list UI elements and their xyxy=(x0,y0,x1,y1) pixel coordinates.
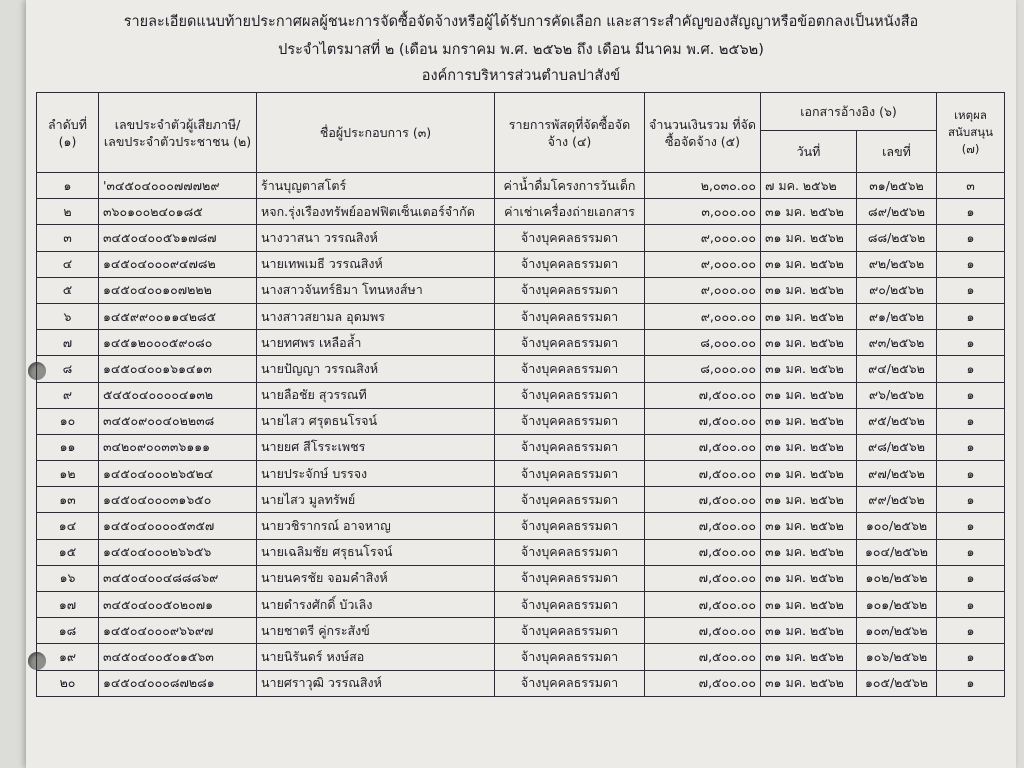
cell-ref-date: ๗ มค. ๒๕๖๒ xyxy=(761,173,857,199)
cell-ref-no: ๑๐๔/๒๕๖๒ xyxy=(857,539,937,565)
table-body xyxy=(37,173,1005,697)
cell-item: จ้างบุคคลธรรมดา xyxy=(495,565,645,591)
table-row xyxy=(37,513,1005,539)
cell-seq: ๓ xyxy=(37,225,99,251)
cell-ref-no: ๑๐๓/๒๕๖๒ xyxy=(857,618,937,644)
cell-taxid: ๓๔๒๐๙๐๐๓๓๖๑๑๑ xyxy=(99,434,257,460)
cell-vendor: นายศราวุฒิ วรรณสิงห์ xyxy=(257,670,495,696)
cell-reason: ๑ xyxy=(937,670,1005,696)
cell-ref-no: ๙๔/๒๕๖๒ xyxy=(857,356,937,382)
cell-ref-date: ๓๑ มค. ๒๕๖๒ xyxy=(761,330,857,356)
header-amount: จำนวนเงินรวม ที่จัดซื้อจัดจ้าง (๕) xyxy=(645,93,761,173)
cell-item: จ้างบุคคลธรรมดา xyxy=(495,225,645,251)
cell-amount: ๗,๕๐๐.๐๐ xyxy=(645,565,761,591)
cell-item: จ้างบุคคลธรรมดา xyxy=(495,487,645,513)
header-taxid: เลขประจำตัวผู้เสียภาษี/ เลขประจำตัวประชาชน (๒) xyxy=(99,93,257,173)
cell-ref-no: ๙๒/๒๕๖๒ xyxy=(857,251,937,277)
cell-amount: ๗,๕๐๐.๐๐ xyxy=(645,644,761,670)
cell-vendor: นายทศพร เหลือล้ำ xyxy=(257,330,495,356)
cell-ref-date: ๓๑ มค. ๒๕๖๒ xyxy=(761,644,857,670)
cell-amount: ๗,๕๐๐.๐๐ xyxy=(645,539,761,565)
cell-ref-date: ๓๑ มค. ๒๕๖๒ xyxy=(761,565,857,591)
cell-reason: ๑ xyxy=(937,225,1005,251)
cell-taxid: ๑๔๕๐๔๐๐๐๙๖๖๙๗ xyxy=(99,618,257,644)
cell-seq: ๑๕ xyxy=(37,539,99,565)
cell-item: จ้างบุคคลธรรมดา xyxy=(495,434,645,460)
cell-amount: ๗,๕๐๐.๐๐ xyxy=(645,382,761,408)
cell-amount: ๙,๐๐๐.๐๐ xyxy=(645,303,761,329)
cell-vendor: นายเฉลิมชัย ศรุธนโรจน์ xyxy=(257,539,495,565)
cell-seq: ๑๖ xyxy=(37,565,99,591)
cell-seq: ๕ xyxy=(37,277,99,303)
cell-item: จ้างบุคคลธรรมดา xyxy=(495,277,645,303)
cell-amount: ๘,๐๐๐.๐๐ xyxy=(645,330,761,356)
cell-taxid: ๓๔๕๐๔๐๐๕๖๑๗๘๗ xyxy=(99,225,257,251)
cell-ref-no: ๙๕/๒๕๖๒ xyxy=(857,408,937,434)
cell-taxid: ๑๔๕๐๔๐๐๐๙๔๗๘๒ xyxy=(99,251,257,277)
cell-ref-no: ๑๐๒/๒๕๖๒ xyxy=(857,565,937,591)
cell-seq: ๒ xyxy=(37,199,99,225)
cell-vendor: นายดำรงศักดิ์ บัวเลิง xyxy=(257,592,495,618)
cell-reason: ๑ xyxy=(937,382,1005,408)
cell-item: จ้างบุคคลธรรมดา xyxy=(495,618,645,644)
cell-item: จ้างบุคคลธรรมดา xyxy=(495,330,645,356)
cell-seq: ๑๓ xyxy=(37,487,99,513)
cell-ref-no: ๑๐๖/๒๕๖๒ xyxy=(857,644,937,670)
cell-taxid: ๑๔๕๐๔๐๐๐๒๖๕๒๔ xyxy=(99,461,257,487)
cell-seq: ๔ xyxy=(37,251,99,277)
cell-ref-date: ๓๑ มค. ๒๕๖๒ xyxy=(761,303,857,329)
cell-vendor: นายลือชัย สุวรรณที xyxy=(257,382,495,408)
cell-item: จ้างบุคคลธรรมดา xyxy=(495,644,645,670)
cell-amount: ๗,๕๐๐.๐๐ xyxy=(645,670,761,696)
cell-vendor: ร้านบุญตาสโตร์ xyxy=(257,173,495,199)
document-title: รายละเอียดแนบท้ายประกาศผลผู้ชนะการจัดซื้อจัดจ้างหรือผู้ได้รับการคัดเลือก และสาระสำคัญของสัญญาหรือข้อตกลงเป็นหนังสือ xyxy=(123,14,919,30)
cell-vendor: หจก.รุ่งเรืองทรัพย์ออฟฟิตเซ็นเตอร์จำกัด xyxy=(257,199,495,225)
cell-reason: ๑ xyxy=(937,434,1005,460)
table-row xyxy=(37,539,1005,565)
cell-seq: ๑๔ xyxy=(37,513,99,539)
cell-ref-date: ๓๑ มค. ๒๕๖๒ xyxy=(761,513,857,539)
cell-taxid: ๑๔๕๐๔๐๐๑๐๗๒๒๒ xyxy=(99,277,257,303)
cell-ref-no: ๘๙/๒๕๖๒ xyxy=(857,199,937,225)
cell-reason: ๑ xyxy=(937,565,1005,591)
cell-taxid: ๓๔๕๐๔๐๐๕๐๒๐๗๑ xyxy=(99,592,257,618)
cell-ref-no: ๙๖/๒๕๖๒ xyxy=(857,382,937,408)
cell-ref-date: ๓๑ มค. ๒๕๖๒ xyxy=(761,382,857,408)
cell-reason: ๑ xyxy=(937,277,1005,303)
table-row xyxy=(37,382,1005,408)
cell-item: จ้างบุคคลธรรมดา xyxy=(495,461,645,487)
cell-vendor: นายวชิรากรณ์ อาจหาญ xyxy=(257,513,495,539)
cell-vendor: นายยศ สีโรระเพชร xyxy=(257,434,495,460)
header-ref-no: เลขที่ xyxy=(857,131,937,173)
cell-reason: ๑ xyxy=(937,592,1005,618)
table-row xyxy=(37,461,1005,487)
cell-item: จ้างบุคคลธรรมดา xyxy=(495,382,645,408)
cell-vendor: นายประจักษ์ บรรจง xyxy=(257,461,495,487)
cell-taxid: '๓๔๕๐๔๐๐๐๗๗๗๒๙ xyxy=(99,173,257,199)
cell-seq: ๑๑ xyxy=(37,434,99,460)
cell-ref-no: ๙๐/๒๕๖๒ xyxy=(857,277,937,303)
table-row xyxy=(37,251,1005,277)
cell-taxid: ๑๔๕๐๔๐๐๑๖๑๔๑๓ xyxy=(99,356,257,382)
organization-name: องค์การบริหารส่วนตำบลปาสังข์ xyxy=(421,68,621,84)
cell-amount: ๗,๕๐๐.๐๐ xyxy=(645,618,761,644)
cell-item: ค่าเช่าเครื่องถ่ายเอกสาร xyxy=(495,199,645,225)
cell-taxid: ๕๔๕๐๔๐๐๐๐๔๑๓๒ xyxy=(99,382,257,408)
cell-taxid: ๑๔๕๐๔๐๐๐๐๕๓๕๗ xyxy=(99,513,257,539)
cell-amount: ๗,๕๐๐.๐๐ xyxy=(645,434,761,460)
cell-vendor: นายเทพเมธี วรรณสิงห์ xyxy=(257,251,495,277)
cell-item: จ้างบุคคลธรรมดา xyxy=(495,303,645,329)
cell-taxid: ๓๖๐๑๐๐๒๔๐๑๘๕ xyxy=(99,199,257,225)
cell-seq: ๑๗ xyxy=(37,592,99,618)
cell-taxid: ๑๔๕๐๔๐๐๐๒๖๖๕๖ xyxy=(99,539,257,565)
cell-ref-no: ๙๘/๒๕๖๒ xyxy=(857,434,937,460)
table-row xyxy=(37,670,1005,696)
cell-ref-date: ๓๑ มค. ๒๕๖๒ xyxy=(761,461,857,487)
cell-ref-no: ๑๐๕/๒๕๖๒ xyxy=(857,670,937,696)
table-row xyxy=(37,330,1005,356)
cell-ref-date: ๓๑ มค. ๒๕๖๒ xyxy=(761,592,857,618)
cell-vendor: นางสาวสยามล อุดมพร xyxy=(257,303,495,329)
cell-reason: ๑ xyxy=(937,330,1005,356)
header-item: รายการพัสดุที่จัดซื้อจัดจ้าง (๔) xyxy=(495,93,645,173)
header-seq: ลำดับที่ (๑) xyxy=(37,93,99,173)
cell-item: จ้างบุคคลธรรมดา xyxy=(495,356,645,382)
cell-seq: ๑๙ xyxy=(37,644,99,670)
cell-seq: ๘ xyxy=(37,356,99,382)
table-row xyxy=(37,225,1005,251)
cell-taxid: ๑๔๕๑๒๐๐๐๕๙๐๘๐ xyxy=(99,330,257,356)
header-ref: เอกสารอ้างอิง (๖) xyxy=(761,93,937,131)
cell-taxid: ๑๔๕๐๔๐๐๐๘๗๒๘๑ xyxy=(99,670,257,696)
cell-ref-date: ๓๑ มค. ๒๕๖๒ xyxy=(761,539,857,565)
table-row xyxy=(37,434,1005,460)
cell-ref-date: ๓๑ มค. ๒๕๖๒ xyxy=(761,434,857,460)
header-reason: เหตุผล สนับสนุน (๗) xyxy=(937,93,1005,173)
cell-taxid: ๓๔๕๐๔๐๐๕๐๑๕๖๓ xyxy=(99,644,257,670)
table-row xyxy=(37,592,1005,618)
cell-seq: ๒๐ xyxy=(37,670,99,696)
cell-reason: ๑ xyxy=(937,618,1005,644)
table-row xyxy=(37,487,1005,513)
cell-amount: ๗,๕๐๐.๐๐ xyxy=(645,487,761,513)
table-row xyxy=(37,565,1005,591)
cell-ref-no: ๑๐๑/๒๕๖๒ xyxy=(857,592,937,618)
cell-amount: ๘,๐๐๐.๐๐ xyxy=(645,356,761,382)
cell-ref-date: ๓๑ มค. ๒๕๖๒ xyxy=(761,225,857,251)
table-row xyxy=(37,173,1005,199)
cell-item: จ้างบุคคลธรรมดา xyxy=(495,513,645,539)
document-page xyxy=(26,0,1016,768)
cell-reason: ๑ xyxy=(937,303,1005,329)
cell-item: จ้างบุคคลธรรมดา xyxy=(495,670,645,696)
cell-seq: ๑๐ xyxy=(37,408,99,434)
cell-reason: ๑ xyxy=(937,408,1005,434)
table-row xyxy=(37,199,1005,225)
table-row xyxy=(37,618,1005,644)
table-row xyxy=(37,644,1005,670)
cell-ref-no: ๑๐๐/๒๕๖๒ xyxy=(857,513,937,539)
cell-taxid: ๓๔๕๐๔๐๐๔๘๘๘๖๙ xyxy=(99,565,257,591)
cell-taxid: ๓๔๕๐๙๐๐๔๐๒๒๓๘ xyxy=(99,408,257,434)
cell-item: จ้างบุคคลธรรมดา xyxy=(495,408,645,434)
cell-item: จ้างบุคคลธรรมดา xyxy=(495,251,645,277)
cell-ref-date: ๓๑ มค. ๒๕๖๒ xyxy=(761,199,857,225)
cell-ref-no: ๙๙/๒๕๖๒ xyxy=(857,487,937,513)
cell-reason: ๑ xyxy=(937,487,1005,513)
cell-item: จ้างบุคคลธรรมดา xyxy=(495,539,645,565)
cell-amount: ๗,๕๐๐.๐๐ xyxy=(645,461,761,487)
cell-item: ค่าน้ำดื่มโครงการวันเด็ก xyxy=(495,173,645,199)
cell-vendor: นายชาตรี คู่กระสังข์ xyxy=(257,618,495,644)
table-row xyxy=(37,356,1005,382)
cell-amount: ๙,๐๐๐.๐๐ xyxy=(645,225,761,251)
cell-reason: ๑ xyxy=(937,461,1005,487)
cell-ref-date: ๓๑ มค. ๒๕๖๒ xyxy=(761,487,857,513)
cell-seq: ๑๒ xyxy=(37,461,99,487)
cell-vendor: นางสาวจันทร์ธิมา โทนหงส์ษา xyxy=(257,277,495,303)
document-period: ประจำไตรมาสที่ ๒ (เดือน มกราคม พ.ศ. ๒๕๖๒ ถึง เดือน มีนาคม พ.ศ. ๒๕๖๒) xyxy=(278,42,764,58)
header-vendor: ชื่อผู้ประกอบการ (๓) xyxy=(257,93,495,173)
cell-ref-no: ๙๓/๒๕๖๒ xyxy=(857,330,937,356)
cell-ref-no: ๓๑/๒๕๖๒ xyxy=(857,173,937,199)
cell-vendor: นายนครชัย จอมคำสิงห์ xyxy=(257,565,495,591)
table-row xyxy=(37,303,1005,329)
header-ref-date: วันที่ xyxy=(761,131,857,173)
cell-seq: ๑๘ xyxy=(37,618,99,644)
cell-ref-date: ๓๑ มค. ๒๕๖๒ xyxy=(761,408,857,434)
cell-amount: ๗,๕๐๐.๐๐ xyxy=(645,513,761,539)
cell-amount: ๙,๐๐๐.๐๐ xyxy=(645,277,761,303)
cell-reason: ๑ xyxy=(937,251,1005,277)
cell-seq: ๙ xyxy=(37,382,99,408)
cell-ref-no: ๘๘/๒๕๖๒ xyxy=(857,225,937,251)
cell-amount: ๗,๕๐๐.๐๐ xyxy=(645,592,761,618)
procurement-table xyxy=(36,92,1005,697)
cell-ref-date: ๓๑ มค. ๒๕๖๒ xyxy=(761,251,857,277)
cell-vendor: นางวาสนา วรรณสิงห์ xyxy=(257,225,495,251)
cell-amount: ๓,๐๐๐.๐๐ xyxy=(645,199,761,225)
cell-amount: ๒,๐๓๐.๐๐ xyxy=(645,173,761,199)
table-row xyxy=(37,277,1005,303)
cell-reason: ๑ xyxy=(937,644,1005,670)
cell-amount: ๙,๐๐๐.๐๐ xyxy=(645,251,761,277)
cell-ref-no: ๙๗/๒๕๖๒ xyxy=(857,461,937,487)
cell-ref-date: ๓๑ มค. ๒๕๖๒ xyxy=(761,356,857,382)
cell-reason: ๑ xyxy=(937,513,1005,539)
cell-seq: ๑ xyxy=(37,173,99,199)
cell-ref-date: ๓๑ มค. ๒๕๖๒ xyxy=(761,618,857,644)
cell-taxid: ๑๔๕๐๔๐๐๐๓๑๖๕๐ xyxy=(99,487,257,513)
cell-item: จ้างบุคคลธรรมดา xyxy=(495,592,645,618)
cell-seq: ๗ xyxy=(37,330,99,356)
cell-reason: ๑ xyxy=(937,199,1005,225)
cell-ref-date: ๓๑ มค. ๒๕๖๒ xyxy=(761,277,857,303)
cell-reason: ๓ xyxy=(937,173,1005,199)
cell-ref-no: ๙๑/๒๕๖๒ xyxy=(857,303,937,329)
cell-amount: ๗,๕๐๐.๐๐ xyxy=(645,408,761,434)
cell-vendor: นายนิรันดร์ หงษ์สอ xyxy=(257,644,495,670)
table-row xyxy=(37,408,1005,434)
cell-reason: ๑ xyxy=(937,356,1005,382)
cell-vendor: นายไสว มูลทรัพย์ xyxy=(257,487,495,513)
cell-seq: ๖ xyxy=(37,303,99,329)
cell-vendor: นายไสว ศรุตธนโรจน์ xyxy=(257,408,495,434)
cell-ref-date: ๓๑ มค. ๒๕๖๒ xyxy=(761,670,857,696)
cell-vendor: นายปัญญา วรรณสิงห์ xyxy=(257,356,495,382)
cell-reason: ๑ xyxy=(937,539,1005,565)
cell-taxid: ๑๔๕๙๙๐๐๑๑๔๒๘๕ xyxy=(99,303,257,329)
